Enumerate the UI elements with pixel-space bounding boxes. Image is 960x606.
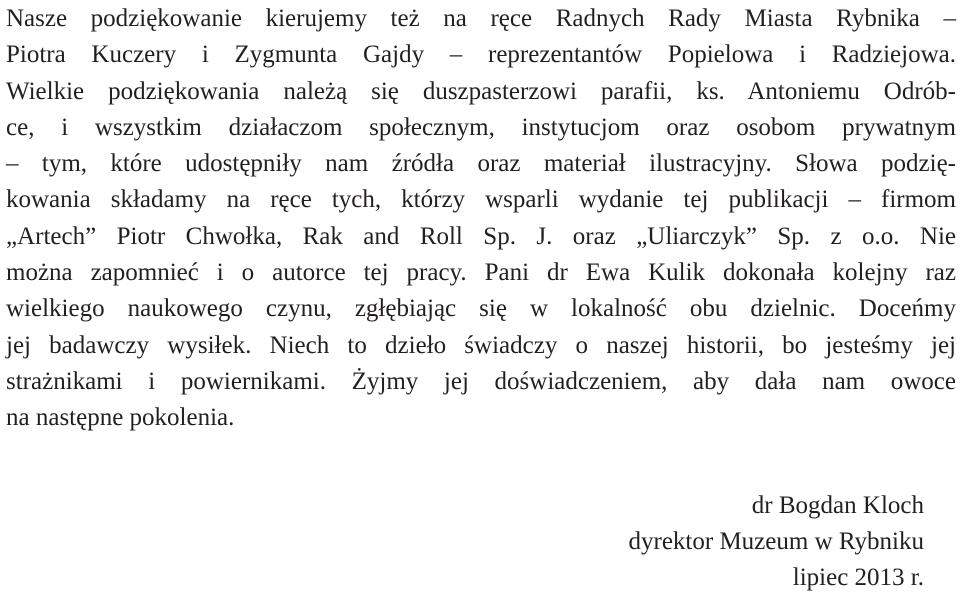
paragraph-line-2: Piotra Kuczery i Zygmunta Gajdy – reprezentantów Popielowa i Radziejowa. — [6, 41, 956, 69]
paragraph-line-3: Wielkie podziękowania należą się duszpasterzowi parafii, ks. Antoniemu Odrób- — [6, 77, 956, 105]
signature-name: dr Bogdan Kloch — [751, 492, 924, 519]
paragraph-line-9: wielkiego naukowego czynu, zgłębiając się w lokalność obu dzielnic. Doceńmy — [6, 295, 956, 323]
paragraph-line-6: kowania składamy na ręce tych, którzy wsparli wydanie tej publikacji – firmom — [6, 186, 956, 214]
paragraph-line-7: „Artech” Piotr Chwołka, Rak and Roll Sp. J. oraz „Uliarczyk” Sp. z o.o. Nie — [6, 222, 956, 250]
acknowledgement-paragraph — [6, 0, 956, 437]
document-page — [6, 0, 956, 437]
signature-title: dyrektor Muzeum w Rybniku — [628, 528, 924, 555]
signature-date: lipiec 2013 r. — [792, 564, 924, 591]
paragraph-line-4: ce, i wszystkim działaczom społecznym, instytucjom oraz osobom prywatnym — [6, 113, 956, 141]
paragraph-line-8: można zapomnieć i o autorce tej pracy. Pani dr Ewa Kulik dokonała kolejny raz — [6, 259, 956, 287]
paragraph-line-11: strażnikami i powiernikami. Żyjmy jej doświadczeniem, aby dała nam owoce — [6, 367, 956, 395]
paragraph-line-1: Nasze podziękowanie kierujemy też na ręce Radnych Rady Miasta Rybnika – — [6, 5, 956, 32]
paragraph-line-5: – tym, które udostępniły nam źródła oraz materiał ilustracyjny. Słowa podzię- — [6, 150, 956, 178]
signature-block — [629, 488, 924, 596]
paragraph-line-12: na następne pokolenia. — [6, 404, 235, 432]
paragraph-line-10: jej badawczy wysiłek. Niech to dzieło świadczy o naszej historii, bo jesteśmy jej — [6, 331, 956, 359]
